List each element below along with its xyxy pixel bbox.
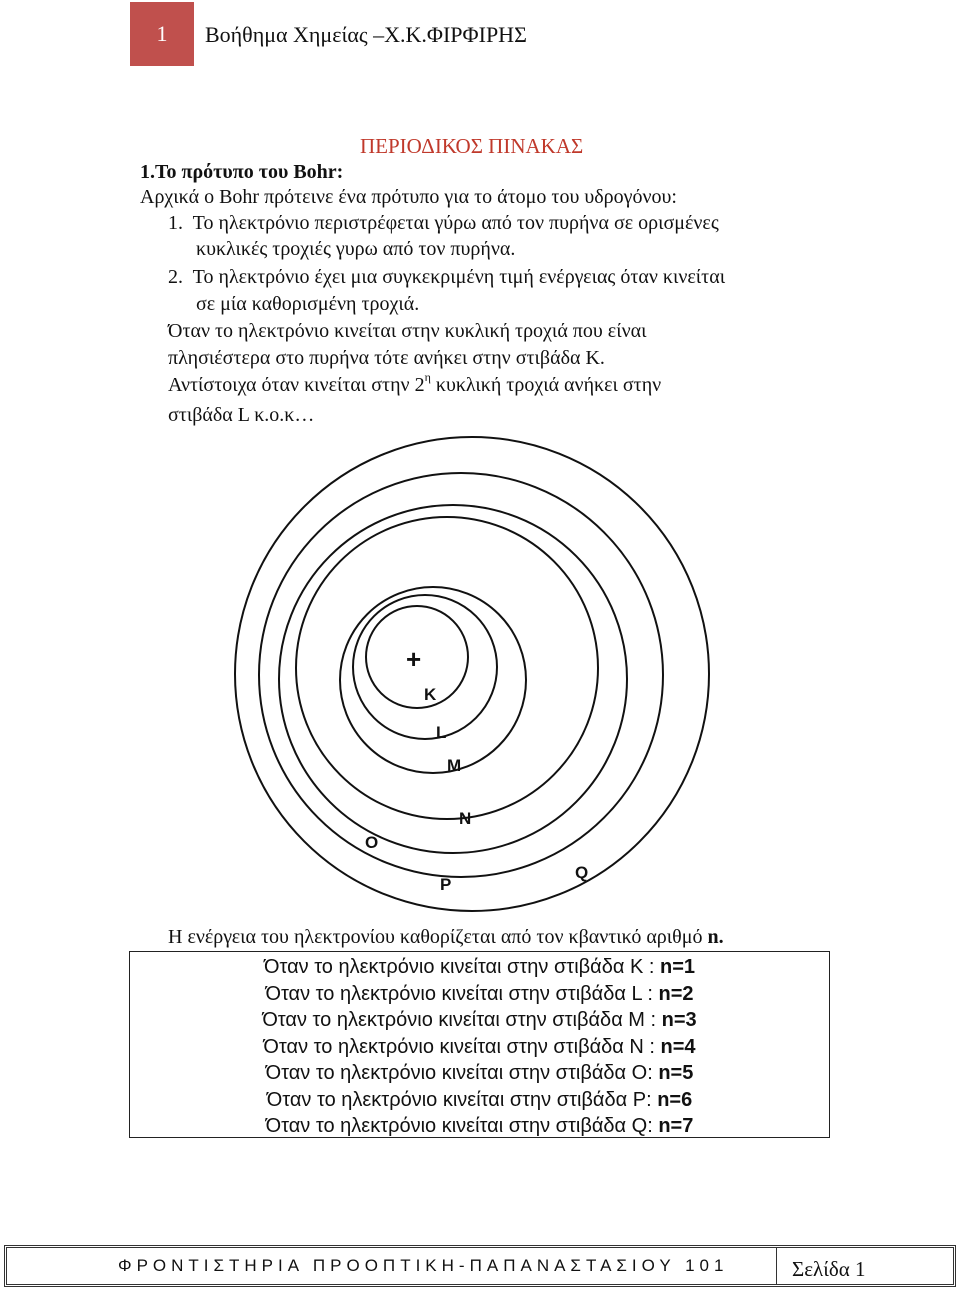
row-n: n=4 (660, 1036, 696, 1058)
row-text: Όταν το ηλεκτρόνιο κινείται στην στιβάδα Κ : (263, 956, 660, 978)
energy-line (168, 926, 724, 949)
table-row (130, 1115, 829, 1138)
row-text: Όταν το ηλεκτρόνιο κινείται στην στιβάδα Q: (265, 1115, 659, 1137)
section-title: ΠΕΡΙΟΔΙΚΟΣ ΠΙΝΑΚΑΣ (360, 134, 584, 158)
row-n: n=2 (658, 983, 694, 1005)
row-text: Όταν το ηλεκτρόνιο κινείται στην στιβάδα L : (265, 983, 659, 1005)
footer-divider (776, 1248, 777, 1284)
shell-label-o: O (365, 833, 379, 852)
shell-label-k: K (424, 685, 437, 704)
orbit-l (353, 595, 497, 739)
point-1-text: Το ηλεκτρόνιο περιστρέφεται γύρω από τον πυρήνα σε ορισμένες (192, 212, 719, 234)
page-number: 1 (156, 21, 168, 46)
shell-label-m: M (447, 756, 462, 775)
orbit-q (235, 437, 709, 911)
row-n: n=1 (659, 956, 696, 978)
row-n: n=7 (658, 1115, 694, 1137)
row-n: n=6 (657, 1089, 693, 1111)
header-title: Βοήθημα Χημείας –Χ.Κ.ΦΙΡΦΙΡΗΣ (205, 22, 527, 47)
orbit-circles (235, 437, 709, 911)
row-text: Όταν το ηλεκτρόνιο κινείται στην στιβάδα P: (266, 1089, 658, 1111)
table-row (130, 1089, 829, 1112)
point-2-number: 2. (168, 266, 183, 288)
table-row (130, 1036, 829, 1059)
point-2-text: Το ηλεκτρόνιο έχει μια συγκεκριμένη τιμή ενέργειας όταν κινείται (192, 266, 726, 288)
point-2-line2: σε μία καθορισμένη τροχιά. (196, 293, 420, 315)
table-row (130, 1062, 829, 1085)
table-row (130, 1009, 829, 1032)
point-1-number: 1. (168, 212, 183, 234)
para-line3-sup: η (424, 370, 431, 384)
row-text: Όταν το ηλεκτρόνιο κινείται στην στιβάδα N : (263, 1036, 661, 1058)
nucleus-plus: + (406, 644, 422, 674)
shell-quantum-table (129, 951, 830, 1138)
para-line4: στιβάδα L κ.ο.κ… (168, 404, 315, 426)
orbit-m (340, 587, 526, 773)
para-line2: πλησιέστερα στο πυρήνα τότε ανήκει στην στιβάδα Κ. (168, 347, 605, 369)
intro-text: Αρχικά ο Bohr πρότεινε ένα πρότυπο για το άτομο του υδρογόνου: (140, 186, 677, 208)
para-line3-a: Αντίστοιχα όταν κινείται στην 2 (168, 374, 425, 396)
energy-n: n. (707, 926, 724, 948)
row-text: Όταν το ηλεκτρόνιο κινείται στην στιβάδα M : (262, 1009, 662, 1031)
shell-label-l: L (436, 723, 447, 742)
para-line1: Όταν το ηλεκτρόνιο κινείται στην κυκλική τροχιά που είναι (168, 320, 647, 342)
shell-label-n: N (459, 809, 472, 828)
orbit-o (279, 505, 627, 853)
row-n: n=5 (658, 1062, 694, 1084)
footer-text: ΦΡΟΝΤΙΣΤΗΡΙΑ ΠΡΟΟΠΤΙΚΗ-ΠΑΠΑΝΑΣΤΑΣΙΟΥ 101 (118, 1256, 729, 1275)
point-1-line2: κυκλικές τροχιές γυρω από τον πυρήνα. (196, 238, 516, 260)
subtitle: 1.Το πρότυπο του Bohr: (140, 161, 344, 183)
table-row (130, 983, 829, 1006)
row-text: Όταν το ηλεκτρόνιο κινείται στην στιβάδα O: (265, 1062, 659, 1084)
energy-text: Η ενέργεια του ηλεκτρονίου καθορίζεται από τον κβαντικό αριθμό (168, 926, 708, 948)
footer-page-number: Σελίδα 1 (792, 1257, 866, 1281)
shell-label-q: Q (575, 863, 589, 882)
shell-label-p: P (440, 875, 452, 894)
table-row (130, 956, 829, 979)
para-line3-b: κυκλική τροχιά ανήκει στην (430, 374, 662, 396)
row-n: n=3 (661, 1009, 697, 1031)
